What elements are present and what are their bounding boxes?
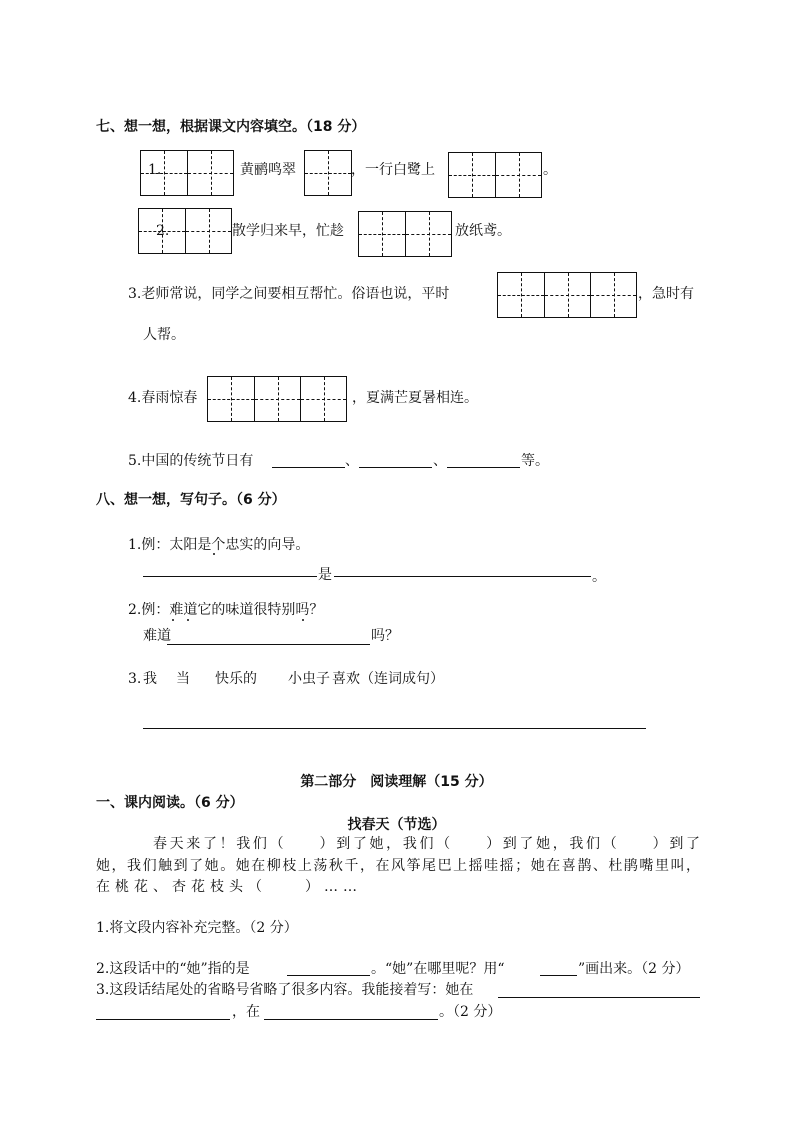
q5-end: 等。	[521, 453, 549, 469]
q4-text-a: 4.春雨惊春	[128, 390, 198, 406]
q1-blank-3[interactable]	[448, 152, 542, 198]
q2-number: 2.	[156, 223, 170, 239]
s8-q2-end: 吗？	[371, 628, 399, 644]
reading-q3-blank-2[interactable]	[264, 1019, 438, 1020]
q5-sep-1: 、	[345, 453, 359, 469]
reading-q3-blank-1[interactable]	[498, 997, 700, 998]
reading-q2-blank[interactable]	[287, 975, 370, 976]
passage-line: 她，我们触到了她。她在柳枝上荡秋千，在风筝尾巴上摇哇摇；她在喜鹊、杜鹃嘴里叫，	[96, 858, 700, 874]
section-8-heading: 八、想一想，写句子。（6 分）	[96, 492, 286, 508]
q4-blank[interactable]	[207, 376, 347, 422]
reading-q1: 1.将文段内容补充完整。（2 分）	[96, 920, 298, 936]
q1-blank-2[interactable]	[304, 150, 352, 196]
q1-text-a: 黄鹂鸣翠	[240, 162, 296, 178]
s8-q3-word: 小虫子	[288, 671, 330, 687]
q3-text-c: 人帮。	[143, 327, 185, 343]
reading-q2-c: ”画出来。（2 分）	[578, 961, 690, 977]
s8-q1-end: 。	[592, 569, 606, 585]
reading-q3-blank-1-cont[interactable]	[96, 1019, 230, 1020]
s8-q1-blank-1[interactable]	[143, 576, 317, 577]
q5-blank-1[interactable]	[272, 467, 345, 468]
q5-sep-2: 、	[433, 453, 447, 469]
q2-blank-2[interactable]	[358, 211, 452, 257]
q5-blank-2[interactable]	[359, 467, 432, 468]
q3-text-a: 3.老师常说，同学之间要相互帮忙。俗语也说，平时	[128, 286, 450, 302]
q3-text-b: ，急时有	[638, 286, 694, 302]
q1-blank-1[interactable]	[140, 150, 234, 196]
q3-blank[interactable]	[497, 272, 637, 318]
q5-text-a: 5.中国的传统节日有	[128, 453, 254, 469]
s8-q1-mid: 是	[318, 567, 332, 583]
s8-q3-number: 3.	[128, 671, 142, 687]
emphasis-dot	[172, 619, 174, 621]
emphasis-dot	[213, 553, 215, 555]
s8-q3-note: （连词成句）	[360, 671, 444, 687]
reading-q3-a: 3.这段话结尾处的省略号省略了很多内容。我能接着写：她在	[96, 982, 474, 998]
q2-text-b: 放纸鸢。	[455, 223, 511, 239]
passage-line: 春天来了！我们（ ）到了她，我们（ ）到了她，我们（ ）到了	[153, 836, 700, 852]
q2-blank-1[interactable]	[138, 208, 232, 254]
section-7-heading: 七、想一想，根据课文内容填空。（18 分）	[96, 119, 366, 135]
passage-line: 在桃花、杏花枝头（ ）……	[96, 879, 362, 895]
reading-heading: 一、课内阅读。（6 分）	[96, 795, 244, 811]
reading-q2-a: 2.这段话中的“她”指的是	[96, 961, 250, 977]
reading-q2-b: 。“她”在哪里呢？用“	[371, 961, 505, 977]
q1-text-b: ，一行白鹭上	[351, 162, 435, 178]
passage-title: 找春天（节选）	[347, 817, 446, 833]
part-2-title: 第二部分 阅读理解（15 分）	[300, 774, 493, 790]
s8-q3-word: 喜欢	[332, 671, 360, 687]
q1-number: 1.	[148, 162, 162, 178]
s8-q1-example: 1.例：太阳是个忠实的向导。	[128, 537, 310, 553]
q4-text-b: ，夏满芒夏暑相连。	[352, 390, 478, 406]
reading-q3-b: ，在	[232, 1004, 260, 1020]
s8-q1-blank-2[interactable]	[334, 576, 591, 577]
reading-q2-mark-sample	[540, 975, 577, 976]
s8-q2-start: 难道	[143, 628, 171, 644]
s8-q3-word: 当	[176, 671, 190, 687]
s8-q2-example: 2.例：难道它的味道很特别吗？	[128, 602, 324, 618]
s8-q3-answer-line[interactable]	[143, 728, 646, 729]
q5-blank-3[interactable]	[447, 467, 520, 468]
s8-q2-blank[interactable]	[167, 644, 370, 645]
q1-text-c: 。	[543, 162, 557, 178]
emphasis-dot	[187, 619, 189, 621]
s8-q3-word: 快乐的	[215, 671, 257, 687]
q2-text-a: 散学归来早，忙趁	[232, 223, 344, 239]
reading-q3-c: 。（2 分）	[439, 1004, 502, 1020]
emphasis-dot	[302, 619, 304, 621]
s8-q3-word: 我	[143, 671, 157, 687]
